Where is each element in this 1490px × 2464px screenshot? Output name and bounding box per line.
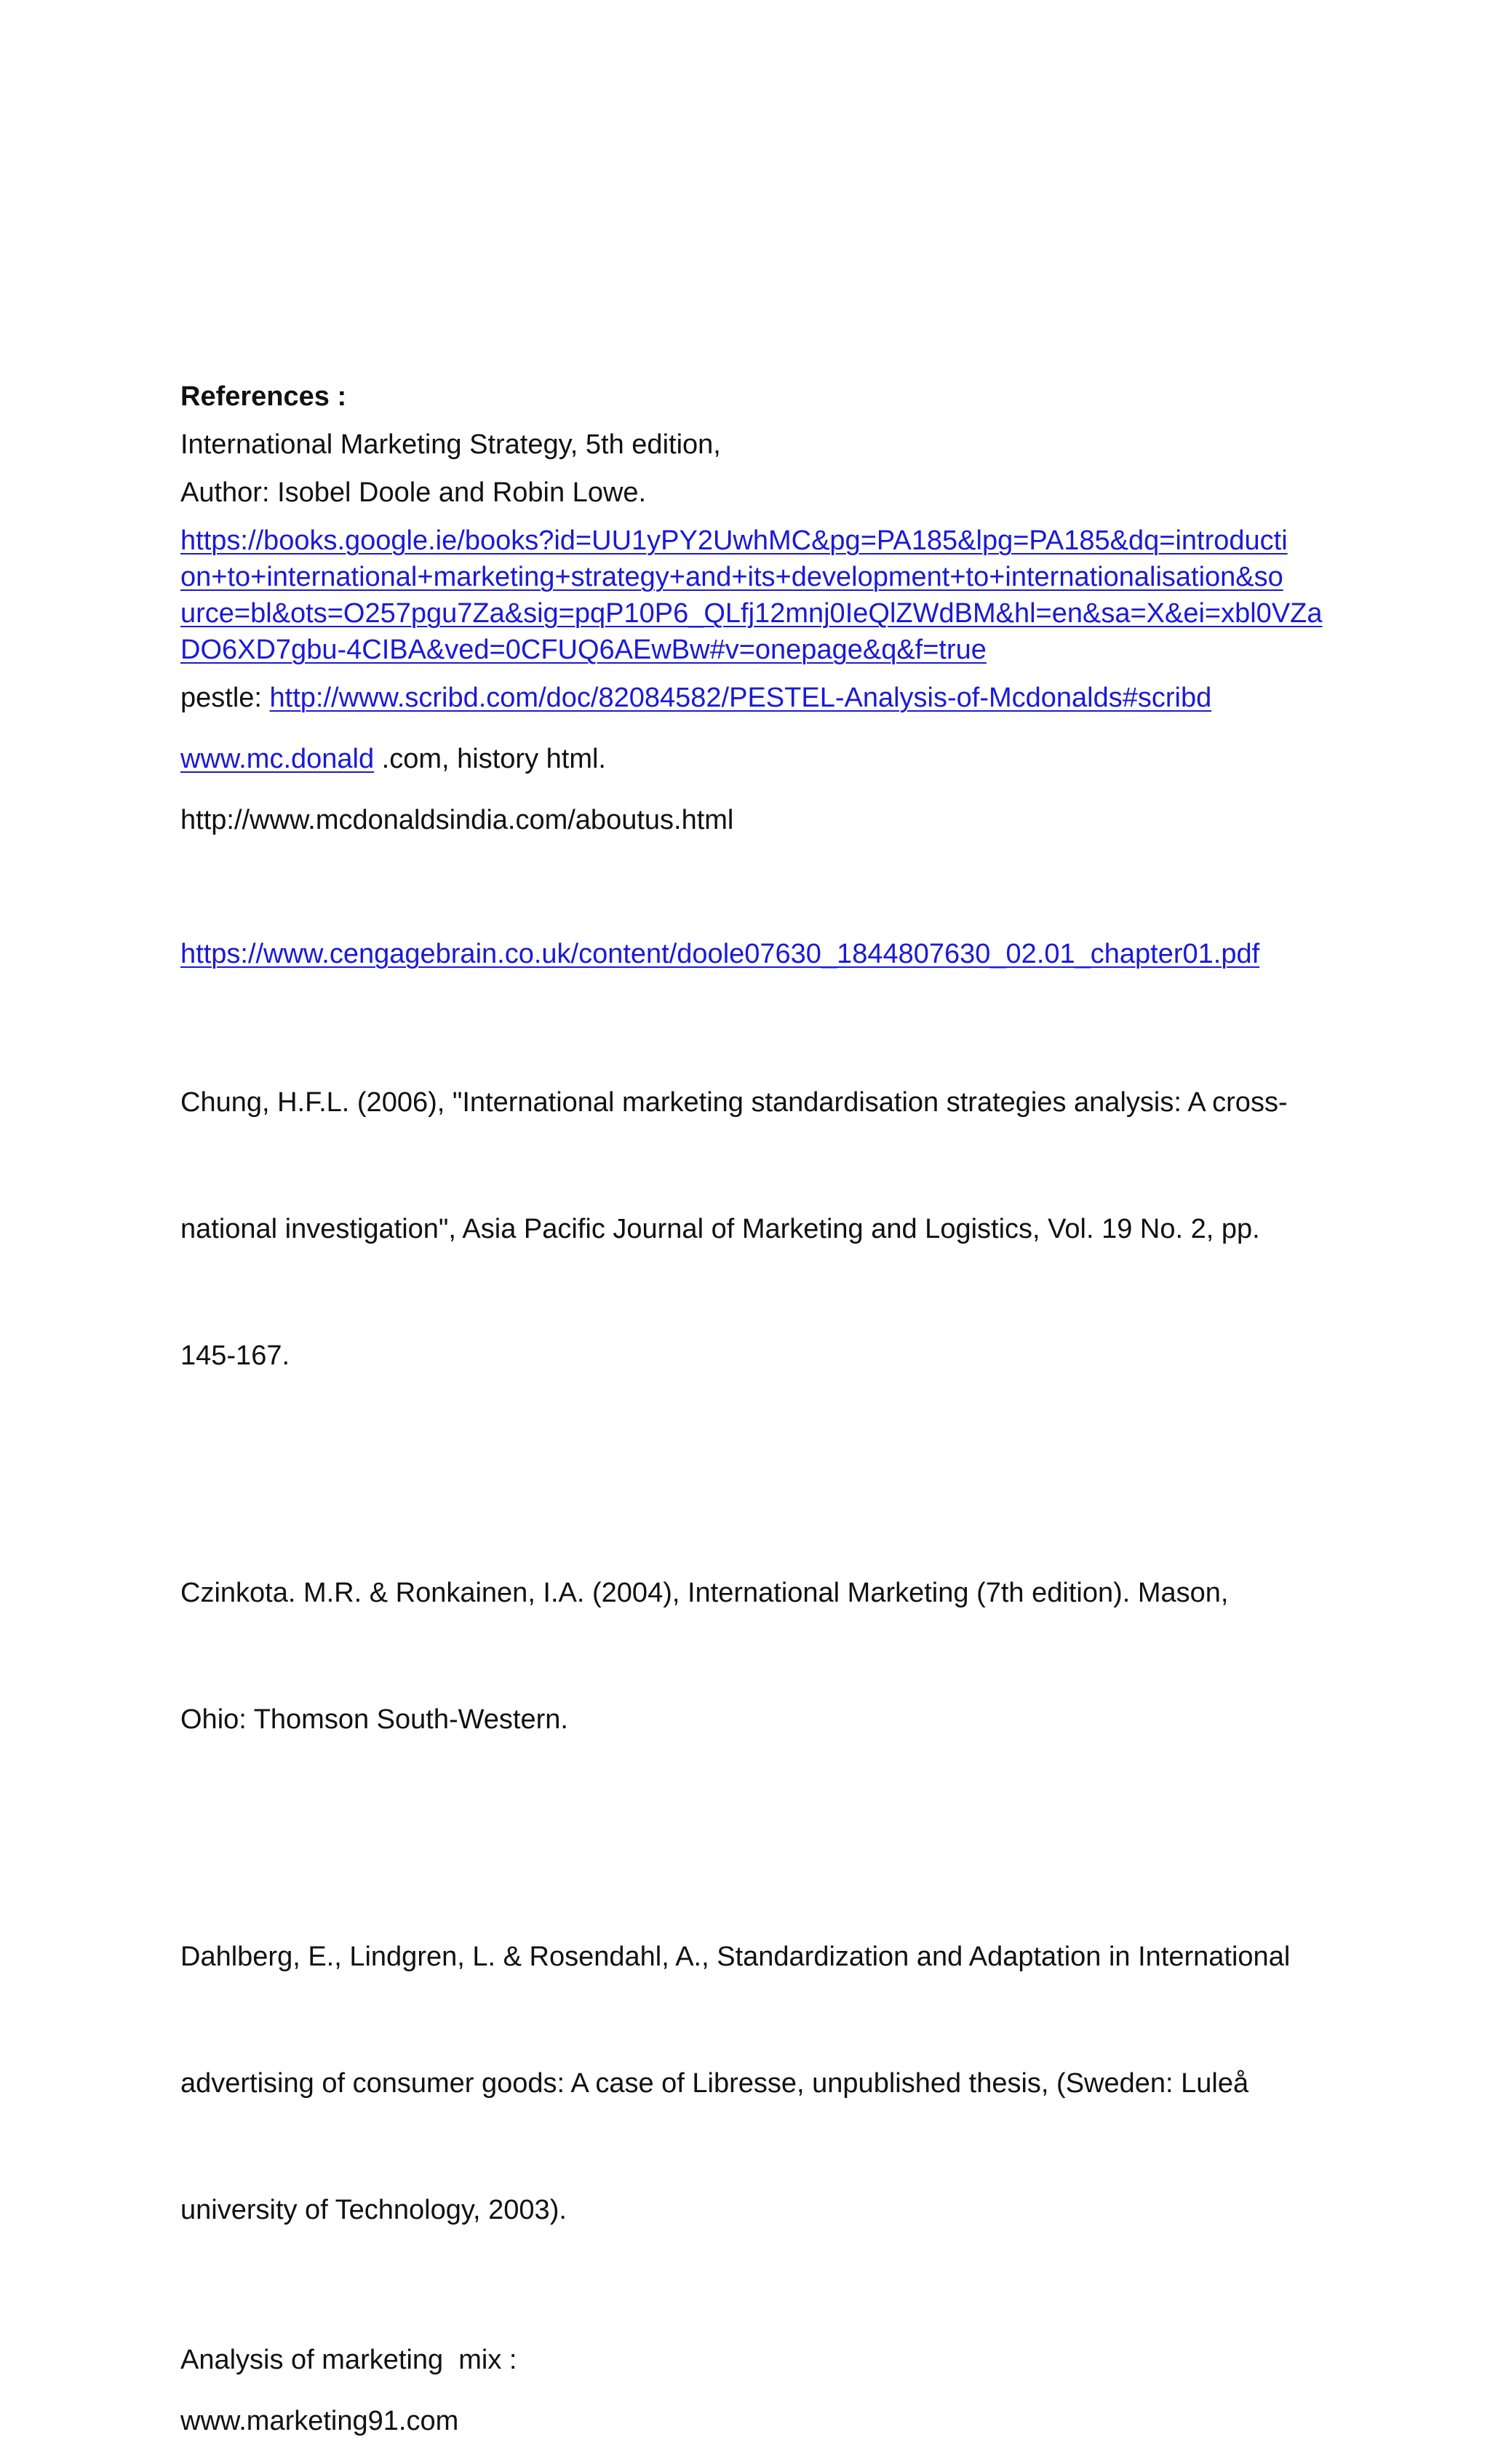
references-section — [180, 378, 1323, 2464]
pestle-label: pestle: — [180, 683, 270, 713]
chung-line-2: national investigation", Asia Pacific Journal of Marketing and Logistics, Vol. 19 No. 2, pp. — [180, 1214, 1260, 1244]
czinkota-line-2: Ohio: Thomson South-Western. — [180, 1704, 568, 1735]
marketing-mix-label: Analysis of marketing mix : — [180, 2345, 517, 2375]
chung-line-3: 145-167. — [180, 1340, 290, 1371]
mcdonald-link[interactable]: www.mc.donald — [180, 744, 375, 774]
dahlberg-line-2: advertising of consumer goods: A case of Libresse, unpublished thesis, (Sweden: Luleå — [180, 2068, 1249, 2099]
google-books-link-line-1[interactable]: https://books.google.ie/books?id=UU1yPY2UwhMC&pg=PA185&lpg=PA185&dq=introducti — [180, 525, 1288, 556]
book-author: Author: Isobel Doole and Robin Lowe. — [180, 477, 647, 508]
google-books-link-line-2[interactable]: on+to+international+marketing+strategy+and+its+development+to+internationalisation&so — [180, 562, 1283, 592]
mcdonald-suffix: .com, history html. — [374, 744, 606, 774]
marketing91-reference: www.marketing91.com — [180, 2406, 459, 2436]
cengage-reference — [180, 936, 1315, 972]
mcdonald-reference — [180, 741, 1315, 777]
references-heading: References : — [180, 381, 347, 412]
chung-line-1: Chung, H.F.L. (2006), "International marketing standardisation strategies analysis: A cross- — [180, 1087, 1288, 1118]
dahlberg-line-1: Dahlberg, E., Lindgren, L. & Rosendahl, A., Standardization and Adaptation in International — [180, 1942, 1291, 1972]
book-title: International Marketing Strategy, 5th edition, — [180, 429, 721, 460]
google-books-link[interactable] — [180, 522, 1323, 668]
google-books-link-line-3[interactable]: urce=bl&ots=O257pgu7Za&sig=pqP10P6_QLfj12mnj0IeQlZWdBM&hl=en&sa=X&ei=xbl0VZa — [180, 598, 1323, 629]
czinkota-reference — [180, 1487, 1315, 1825]
chung-reference — [180, 997, 1315, 1461]
google-books-link-line-4[interactable]: DO6XD7gbu-4CIBA&ved=0CFUQ6AEwBw#v=onepage&q&f=true — [180, 635, 987, 665]
pestle-reference — [180, 680, 1315, 716]
cengage-link[interactable]: https://www.cengagebrain.co.uk/content/doole07630_1844807630_02.01_chapter01.pdf — [180, 939, 1260, 969]
dahlberg-line-3: university of Technology, 2003). — [180, 2195, 567, 2225]
spacer — [180, 863, 1315, 936]
pestle-link[interactable]: http://www.scribd.com/doc/82084582/PESTEL-Analysis-of-Mcdonalds#scribd — [269, 683, 1212, 713]
czinkota-line-1: Czinkota. M.R. & Ronkainen, I.A. (2004), International Marketing (7th edition). Mason, — [180, 1578, 1229, 1608]
dahlberg-reference — [180, 1851, 1315, 2316]
mcdonalds-india-reference: http://www.mcdonaldsindia.com/aboutus.html — [180, 805, 734, 835]
